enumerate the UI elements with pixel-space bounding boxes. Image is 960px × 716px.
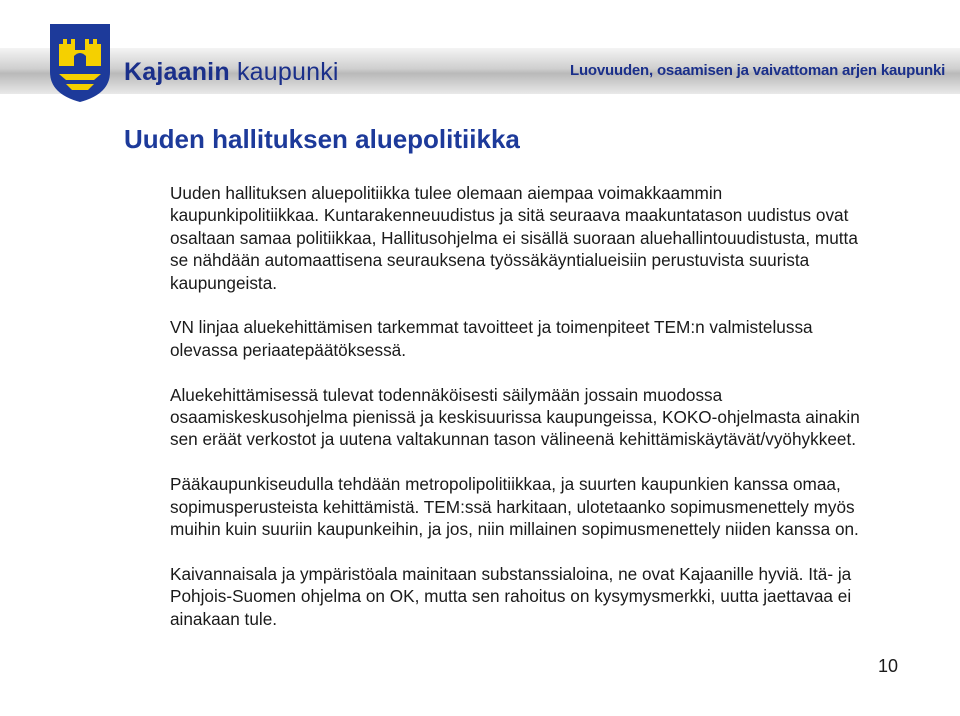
paragraph-4: Pääkaupunkiseudulla tehdään metropolipolitiikkaa, ja suurten kaupunkien kanssa omaa, sopimusperusteista kehittämistä. TEM:ssä harkitaan, ulotetaanko sopimusmenettely myös muihin kuin suuriin kaupunkeihin, ja jos, niin millainen sopimusmenettely niiden kanssa on. — [170, 474, 859, 540]
brand-name — [124, 58, 339, 87]
paragraph-1: Uuden hallituksen aluepolitiikka tulee olemaan aiempaa voimakkaammin kaupunkipolitiikkaa. Kuntarakenneuudistus ja sitä seuraava maakuntatason uudistus ovat osaltaan samaa politiikkaa, Hallitusohjelma ei sisällä suoraan aluehallintouudistusta, mutta se nähdään automaattisena seurauksena työssäkäyntialueisiin perustuvista suurista kaupungeista. — [170, 183, 858, 293]
slide-body — [170, 182, 870, 652]
paragraph-3: Aluekehittämisessä tulevat todennäköisesti säilymään jossain muodossa osaamiskeskusohjelma pienissä ja keskisuurissa kaupungeissa, KOKO-ohjelmasta ainakin sen eräät verkostot ja uutena valtakunnan tason välineenä kehittämiskäytävät/vyöhykkeet. — [170, 384, 860, 450]
paragraph-2: VN linjaa aluekehittämisen tarkemmat tavoitteet ja toimenpiteet TEM:n valmistelussa olevassa periaatepäätöksessä. — [170, 317, 813, 360]
slide-title: Uuden hallituksen aluepolitiikka — [124, 124, 520, 154]
brand-name-bold: Kajaanin — [124, 58, 230, 86]
header-tagline: Luovuuden, osaamisen ja vaivattoman arjen kaupunki — [570, 62, 946, 79]
city-crest-logo — [48, 22, 112, 104]
page-number: 10 — [878, 656, 899, 676]
paragraph-5: Kaivannaisala ja ympäristöala mainitaan substanssialoina, ne ovat Kajaanille hyviä. Itä- ja Pohjois-Suomen ohjelma on OK, mutta sen rahoitus on kysymysmerkki, uutta jaettavaa ei ainakaan tule. — [170, 563, 852, 629]
brand-name-light: kaupunki — [236, 58, 339, 86]
